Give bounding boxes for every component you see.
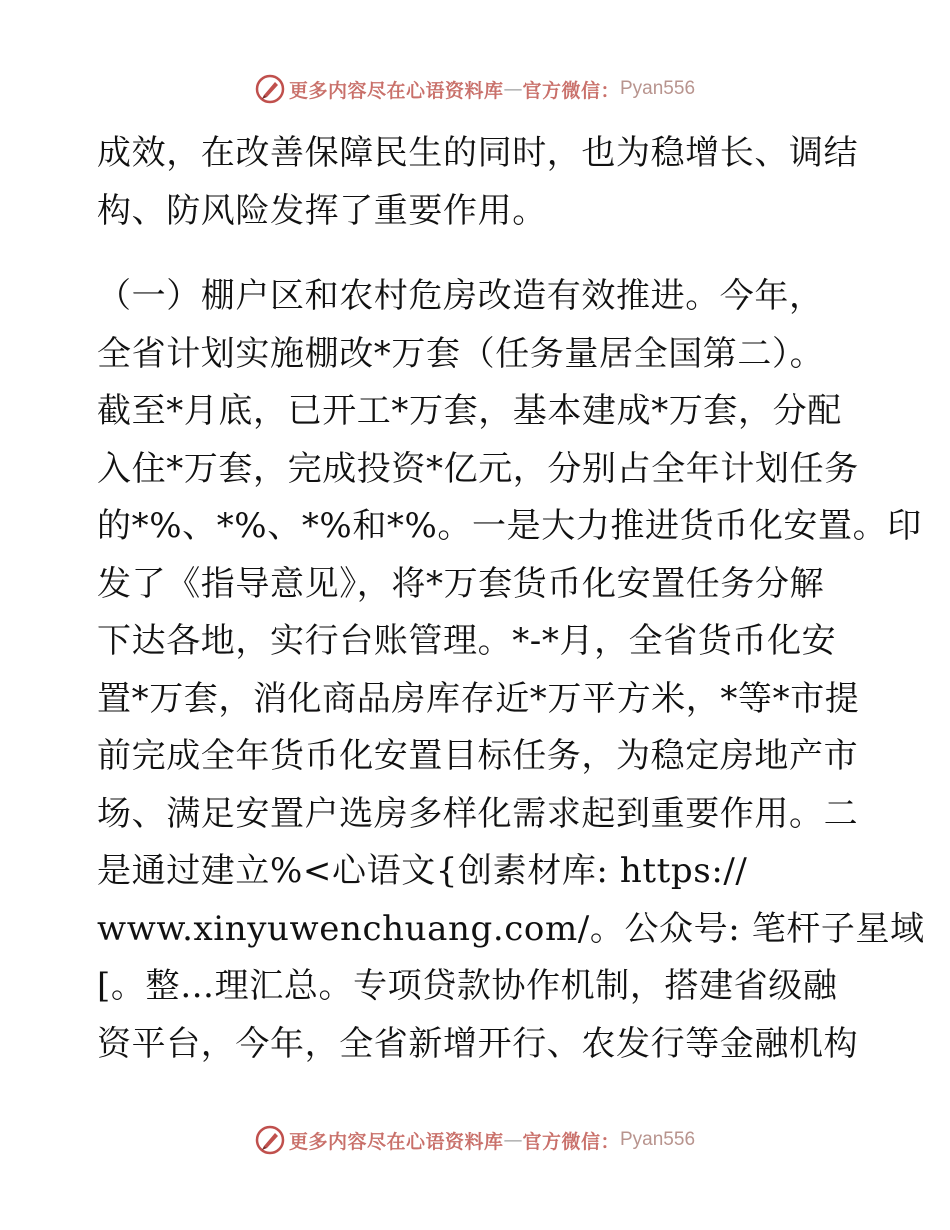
text-line: 场、满足安置户选房多样化需求起到重要作用。二 <box>97 793 859 834</box>
paragraph-2 <box>97 268 925 1073</box>
text-line: www.xinyuwenchuang.com/。公众号: 笔杆子星域 <box>97 908 925 949</box>
text-line: 截至*月底，已开工*万套，基本建成*万套，分配 <box>97 391 842 431</box>
header-watermark <box>0 72 950 106</box>
document-body <box>97 125 925 1073</box>
text-line: 置*万套，消化商品房库存近*万平方米，*等*市提 <box>97 678 860 719</box>
text-line: 发了《指导意见》，将*万套货币化安置任务分解 <box>97 563 825 604</box>
text-line: 前完成全年货币化安置目标任务，为稳定房地产市 <box>97 736 859 776</box>
text-line: 入住*万套，完成投资*亿元，分别占全年计划任务 <box>97 448 859 489</box>
text-line: 成效，在改善保障民生的同时，也为稳增长、调结 <box>97 133 859 173</box>
text-line: 是通过建立%<心语文{创素材库: https:// <box>97 851 748 891</box>
watermark-wechat-label: 官方微信： <box>522 79 620 102</box>
paragraph-1 <box>97 125 857 240</box>
watermark-separator: — <box>503 1129 523 1151</box>
watermark-wechat-label: 官方微信： <box>522 1130 620 1153</box>
text-line: 的*%、*%、*%和*%。一是大力推进货币化安置。印 <box>97 506 922 546</box>
watermark-wechat-id: Pyan556 <box>620 1129 696 1150</box>
pen-logo-icon <box>255 74 285 104</box>
pen-logo-icon <box>255 1125 285 1155</box>
footer-watermark <box>0 1123 950 1157</box>
text-line: 资平台，今年，全省新增开行、农发行等金融机构 <box>97 1023 859 1064</box>
text-line: 下达各地，实行台账管理。*-*月，全省货币化安 <box>97 621 837 661</box>
section-heading-line: （一）棚户区和农村危房改造有效推进。今年， <box>97 276 824 316</box>
text-line: [。整…理汇总。专项贷款协作机制，搭建省级融 <box>97 966 838 1006</box>
watermark-brand: 更多内容尽在心语资料库 <box>288 1130 504 1153</box>
watermark-separator: — <box>503 78 523 100</box>
watermark-wechat-id: Pyan556 <box>620 78 696 99</box>
text-line: 构、防风险发挥了重要作用。 <box>97 190 547 231</box>
text-line: 全省计划实施棚改*万套（任务量居全国第二）。 <box>97 333 825 374</box>
watermark-brand: 更多内容尽在心语资料库 <box>288 79 504 102</box>
